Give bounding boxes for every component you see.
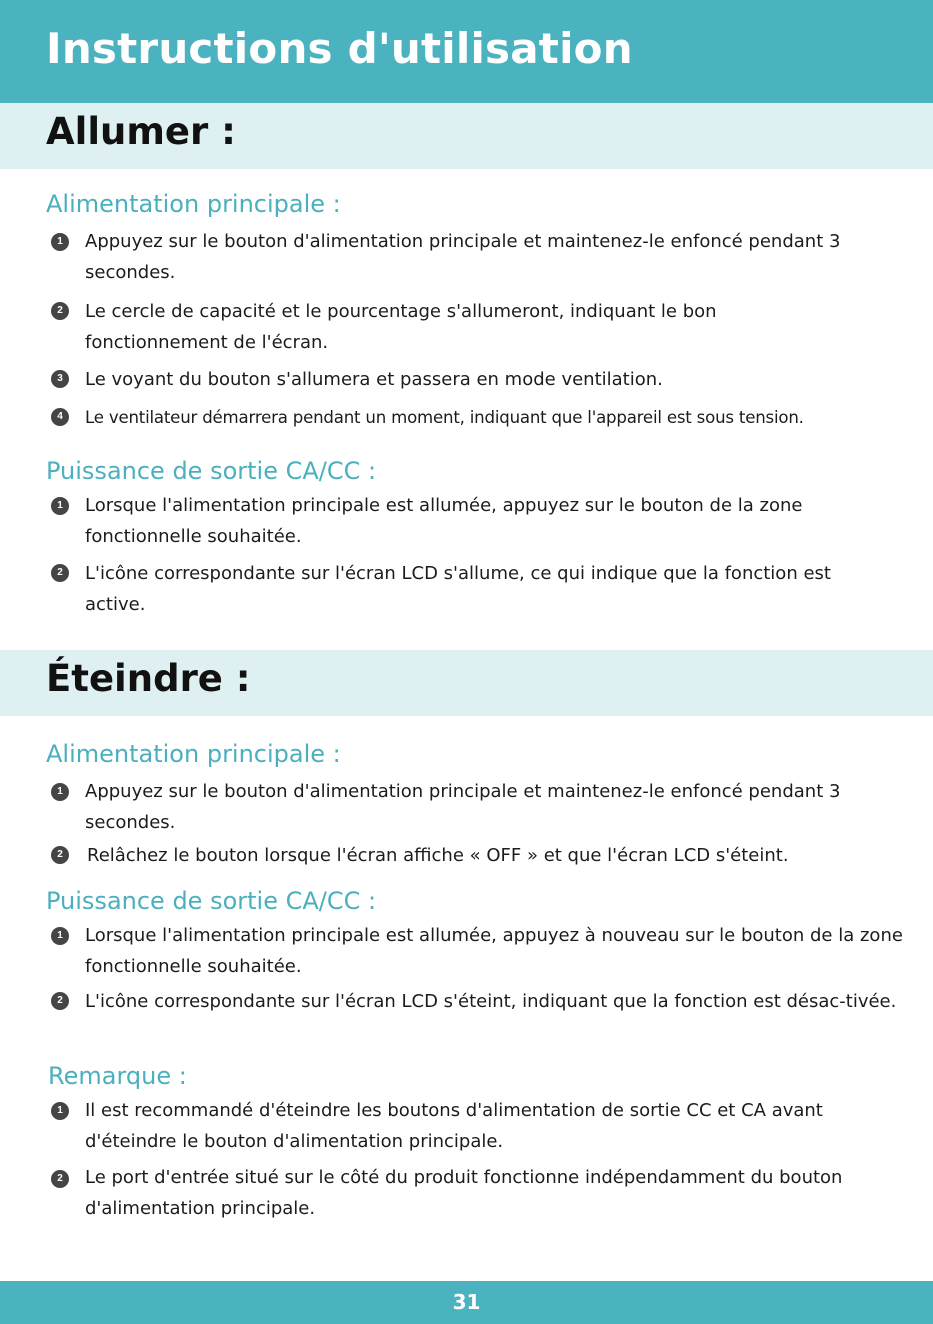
subheading-on-output: Puissance de sortie CA/CC : <box>46 457 377 485</box>
list-item-text: Appuyez sur le bouton d'alimentation principale et maintenez-le enfoncé pendant 3 secondes. <box>85 781 841 833</box>
page-title: Instructions d'utilisation <box>46 24 633 73</box>
list-item-text: Lorsque l'alimentation principale est allumée, appuyez sur le bouton de la zone fonctionnelle souhaitée. <box>85 495 803 547</box>
step-number-badge: 1 <box>51 927 69 945</box>
list-item-text: Le cercle de capacité et le pourcentage s'allumeront, indiquant le bon fonctionnement de l'écran. <box>85 301 717 353</box>
section-heading-off: Éteindre : <box>46 657 251 700</box>
section-band-on <box>0 103 933 169</box>
step-number-badge: 1 <box>51 233 69 251</box>
step-number-badge: 2 <box>51 846 69 864</box>
list-item-text: Le port d'entrée situé sur le côté du produit fonctionne indépendamment du bouton d'alimentation principale. <box>85 1167 843 1219</box>
list-item-text: Le ventilateur démarrera pendant un moment, indiquant que l'appareil est sous tension. <box>85 408 804 427</box>
step-number-badge: 2 <box>51 302 69 320</box>
list-item-text: L'icône correspondante sur l'écran LCD s'allume, ce qui indique que la fonction est active. <box>85 563 831 615</box>
step-number-badge: 1 <box>51 783 69 801</box>
list-item-text: Appuyez sur le bouton d'alimentation principale et maintenez-le enfoncé pendant 3 secondes. <box>85 231 841 283</box>
section-heading-on: Allumer : <box>46 110 236 153</box>
step-number-badge: 2 <box>51 992 69 1010</box>
subheading-off-main-power: Alimentation principale : <box>46 740 341 768</box>
step-number-badge: 2 <box>51 564 69 582</box>
section-band-off <box>0 650 933 716</box>
subheading-on-main-power: Alimentation principale : <box>46 190 341 218</box>
page-header <box>0 0 933 103</box>
list-item-text: Il est recommandé d'éteindre les boutons d'alimentation de sortie CC et CA avant d'éteindre le bouton d'alimentation principale. <box>85 1100 823 1152</box>
list-item-text: L'icône correspondante sur l'écran LCD s'éteint, indiquant que la fonction est désac-tivée. <box>85 991 897 1012</box>
step-number-badge: 3 <box>51 370 69 388</box>
subheading-remark: Remarque : <box>48 1062 187 1090</box>
step-number-badge: 2 <box>51 1170 69 1188</box>
list-item-text: Lorsque l'alimentation principale est allumée, appuyez à nouveau sur le bouton de la zone fonctionnelle souhaitée. <box>85 925 903 977</box>
list-item-text: Le voyant du bouton s'allumera et passera en mode ventilation. <box>85 369 663 390</box>
step-number-badge: 4 <box>51 408 69 426</box>
page-number: 31 <box>452 1290 481 1314</box>
page-footer <box>0 1281 933 1324</box>
step-number-badge: 1 <box>51 497 69 515</box>
subheading-off-output: Puissance de sortie CA/CC : <box>46 887 377 915</box>
step-number-badge: 1 <box>51 1102 69 1120</box>
list-item-text: Relâchez le bouton lorsque l'écran affiche « OFF » et que l'écran LCD s'éteint. <box>87 845 789 866</box>
